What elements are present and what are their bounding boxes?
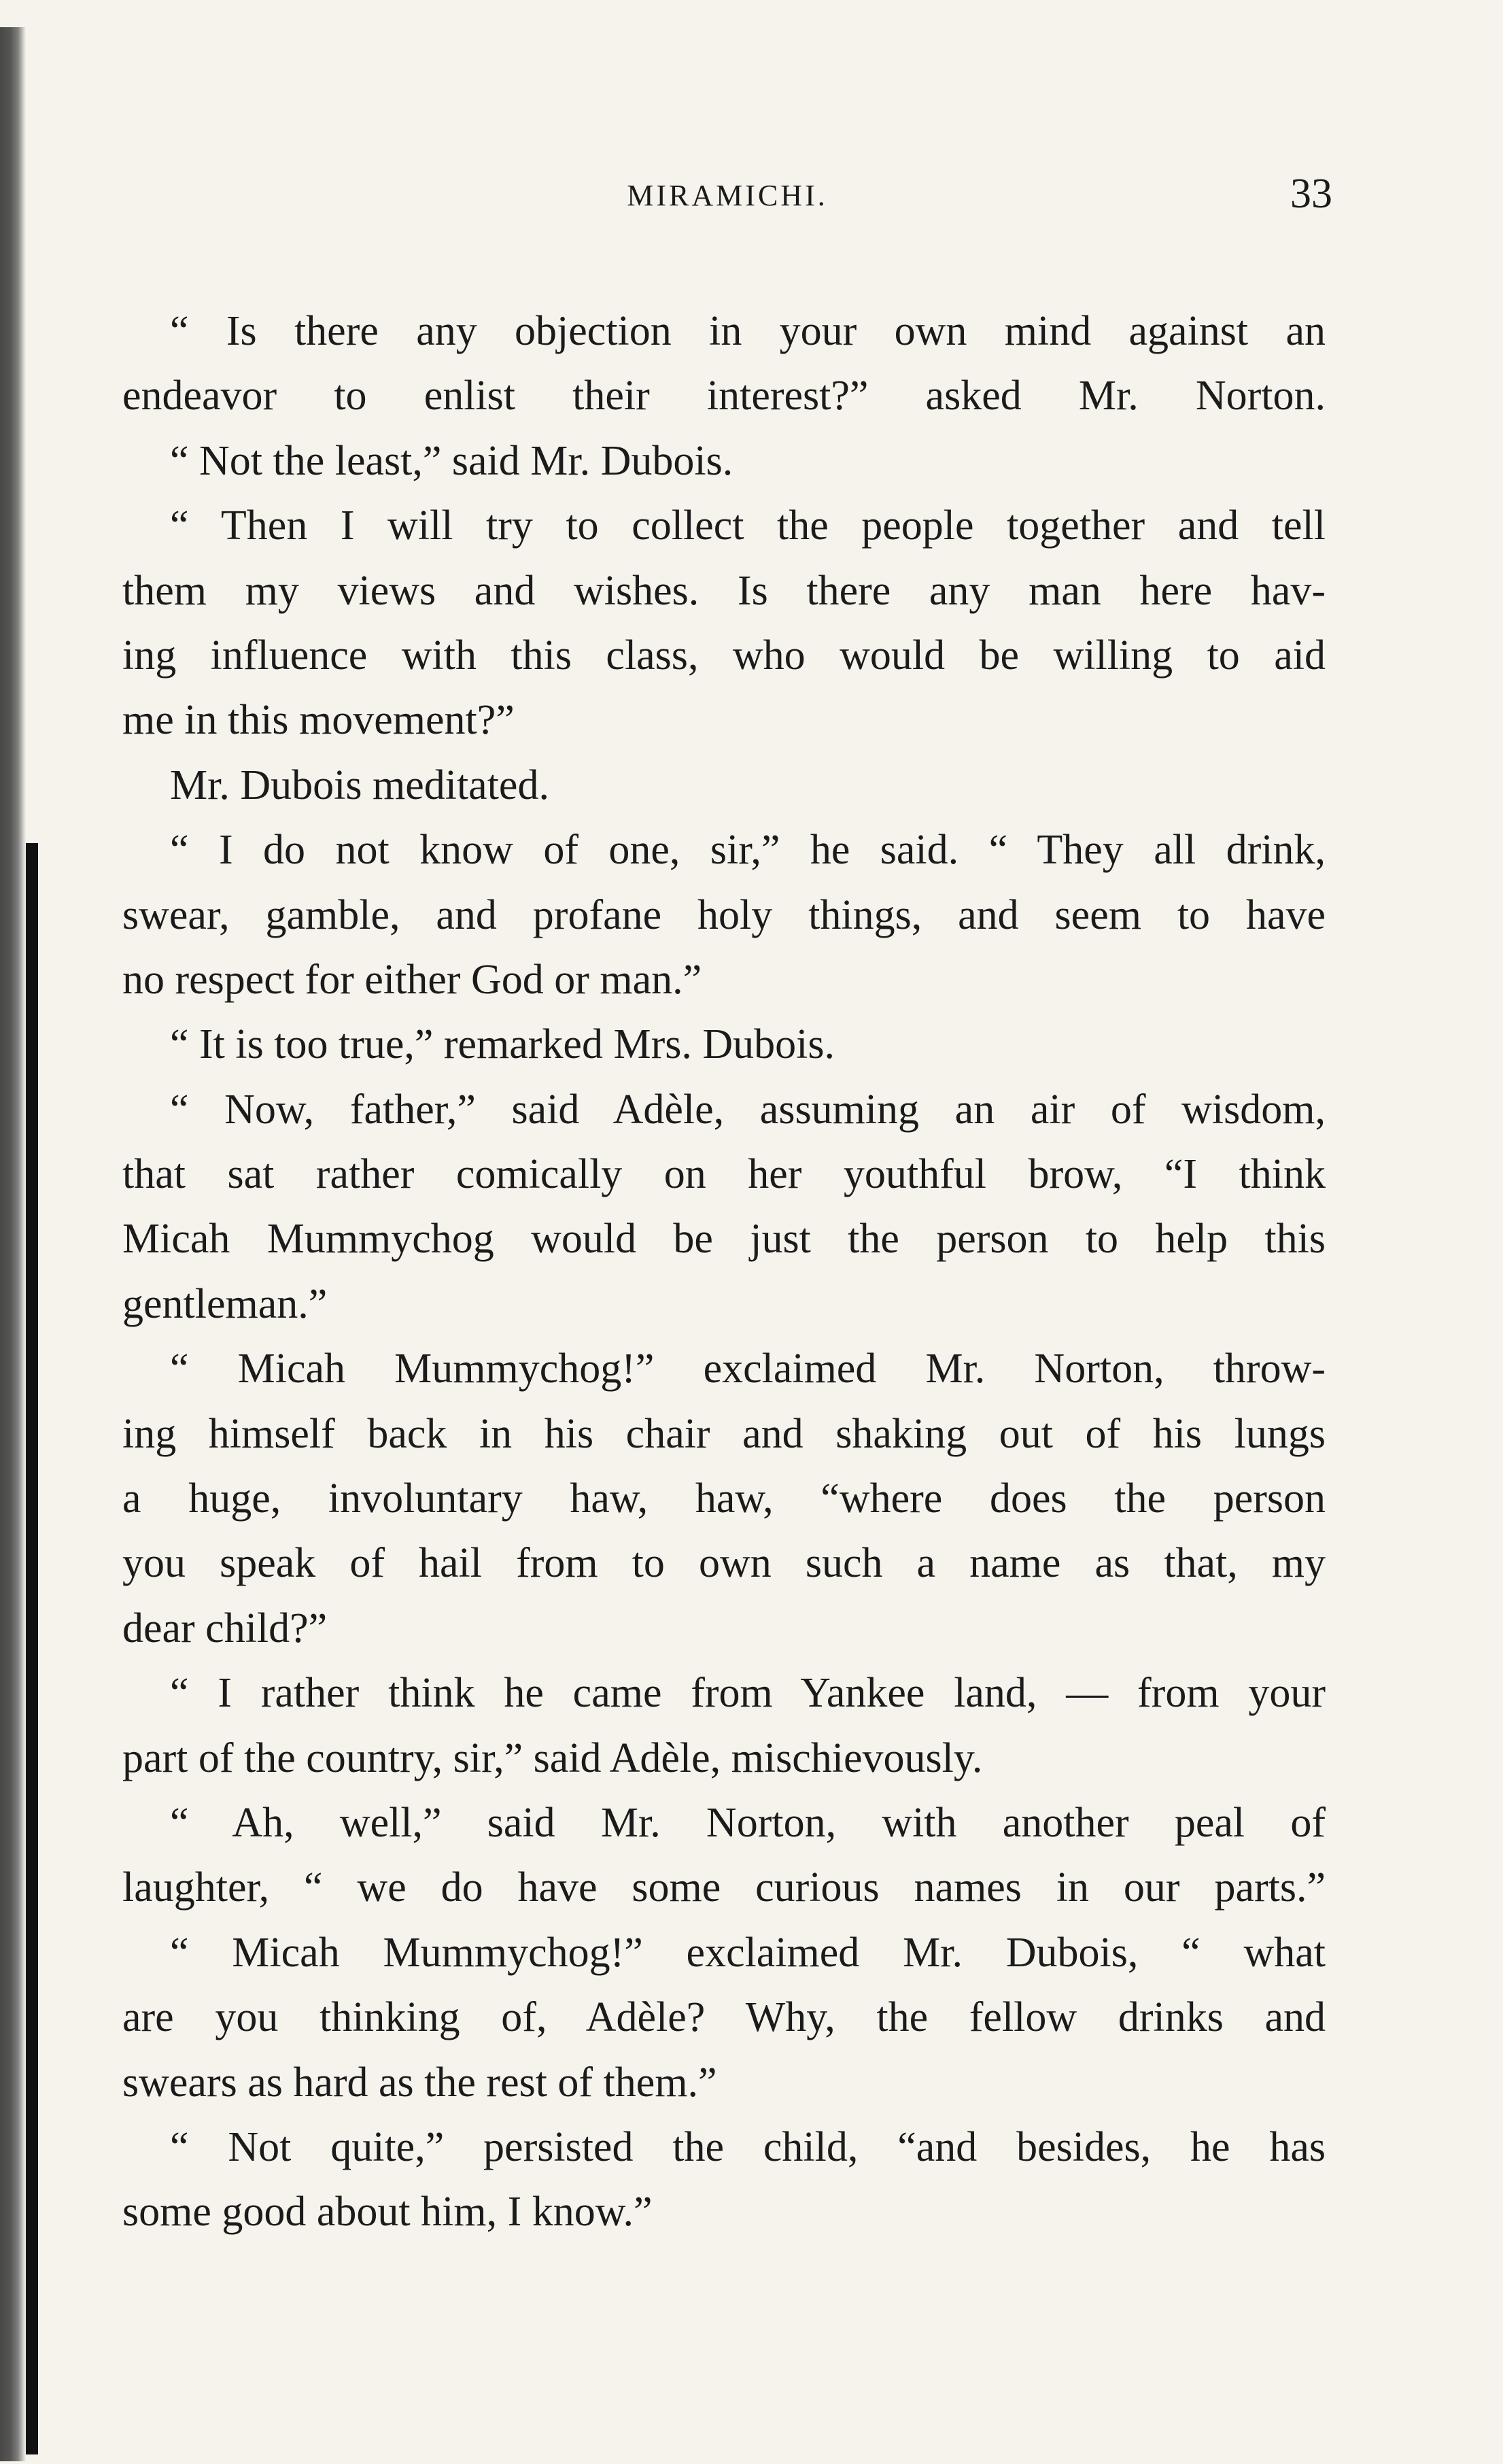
text-line: a huge, involuntary haw, haw, “where does the person xyxy=(122,1475,1326,1522)
text-line: “ Micah Mummychog!” exclaimed Mr. Norton, throw- xyxy=(170,1346,1326,1392)
text-line: Micah Mummychog would be just the person to help this xyxy=(122,1216,1326,1263)
text-line: “ Not the least,” said Mr. Dubois. xyxy=(170,437,733,484)
text-line: laughter, “ we do have some curious names in our parts.” xyxy=(122,1864,1326,1911)
text-line: “ Ah, well,” said Mr. Norton, with another peal of xyxy=(170,1799,1326,1846)
text-line: some good about him, I know.” xyxy=(122,2189,653,2236)
binding-edge xyxy=(0,27,26,2461)
text-line: dear child?” xyxy=(122,1605,328,1652)
text-line: no respect for either God or man.” xyxy=(122,956,702,1003)
binding-rule xyxy=(26,843,38,2454)
text-line: you speak of hail from to own such a name as that, my xyxy=(122,1540,1326,1587)
page-number: 33 xyxy=(1290,171,1332,217)
text-line: “ I do not know of one, sir,” he said. “ They all drink, xyxy=(170,827,1326,874)
body-text xyxy=(122,299,1326,2245)
text-line: ing influence with this class, who would be willing to aid xyxy=(122,632,1326,679)
text-line: gentleman.” xyxy=(122,1280,328,1327)
text-line: “ Is there any objection in your own mind against an xyxy=(170,308,1326,354)
text-line: part of the country, sir,” said Adèle, mischievously. xyxy=(122,1734,983,1781)
text-line: “ Micah Mummychog!” exclaimed Mr. Dubois, “ what xyxy=(170,1929,1326,1976)
text-line: ing himself back in his chair and shaking out of his lungs xyxy=(122,1410,1326,1457)
text-line: “ It is too true,” remarked Mrs. Dubois. xyxy=(170,1021,835,1068)
text-line: them my views and wishes. Is there any man here hav- xyxy=(122,567,1326,614)
text-line: are you thinking of, Adèle? Why, the fellow drinks and xyxy=(122,1994,1326,2041)
running-head xyxy=(122,171,1332,239)
text-line: “ I rather think he came from Yankee land, — from your xyxy=(170,1670,1326,1717)
text-line: endeavor to enlist their interest?” asked Mr. Norton. xyxy=(122,373,1326,420)
text-line: me in this movement?” xyxy=(122,697,515,744)
running-title: MIRAMICHI. xyxy=(627,179,828,212)
text-line: swear, gamble, and profane holy things, and seem to have xyxy=(122,891,1326,938)
text-line: that sat rather comically on her youthful brow, “I think xyxy=(122,1151,1326,1198)
text-line: “ Now, father,” said Adèle, assuming an air of wisdom, xyxy=(170,1086,1326,1133)
text-line: “ Not quite,” persisted the child, “and besides, he has xyxy=(170,2123,1326,2170)
text-line: swears as hard as the rest of them.” xyxy=(122,2059,717,2106)
text-line: Mr. Dubois meditated. xyxy=(170,762,549,808)
text-line: “ Then I will try to collect the people together and tell xyxy=(170,502,1326,549)
